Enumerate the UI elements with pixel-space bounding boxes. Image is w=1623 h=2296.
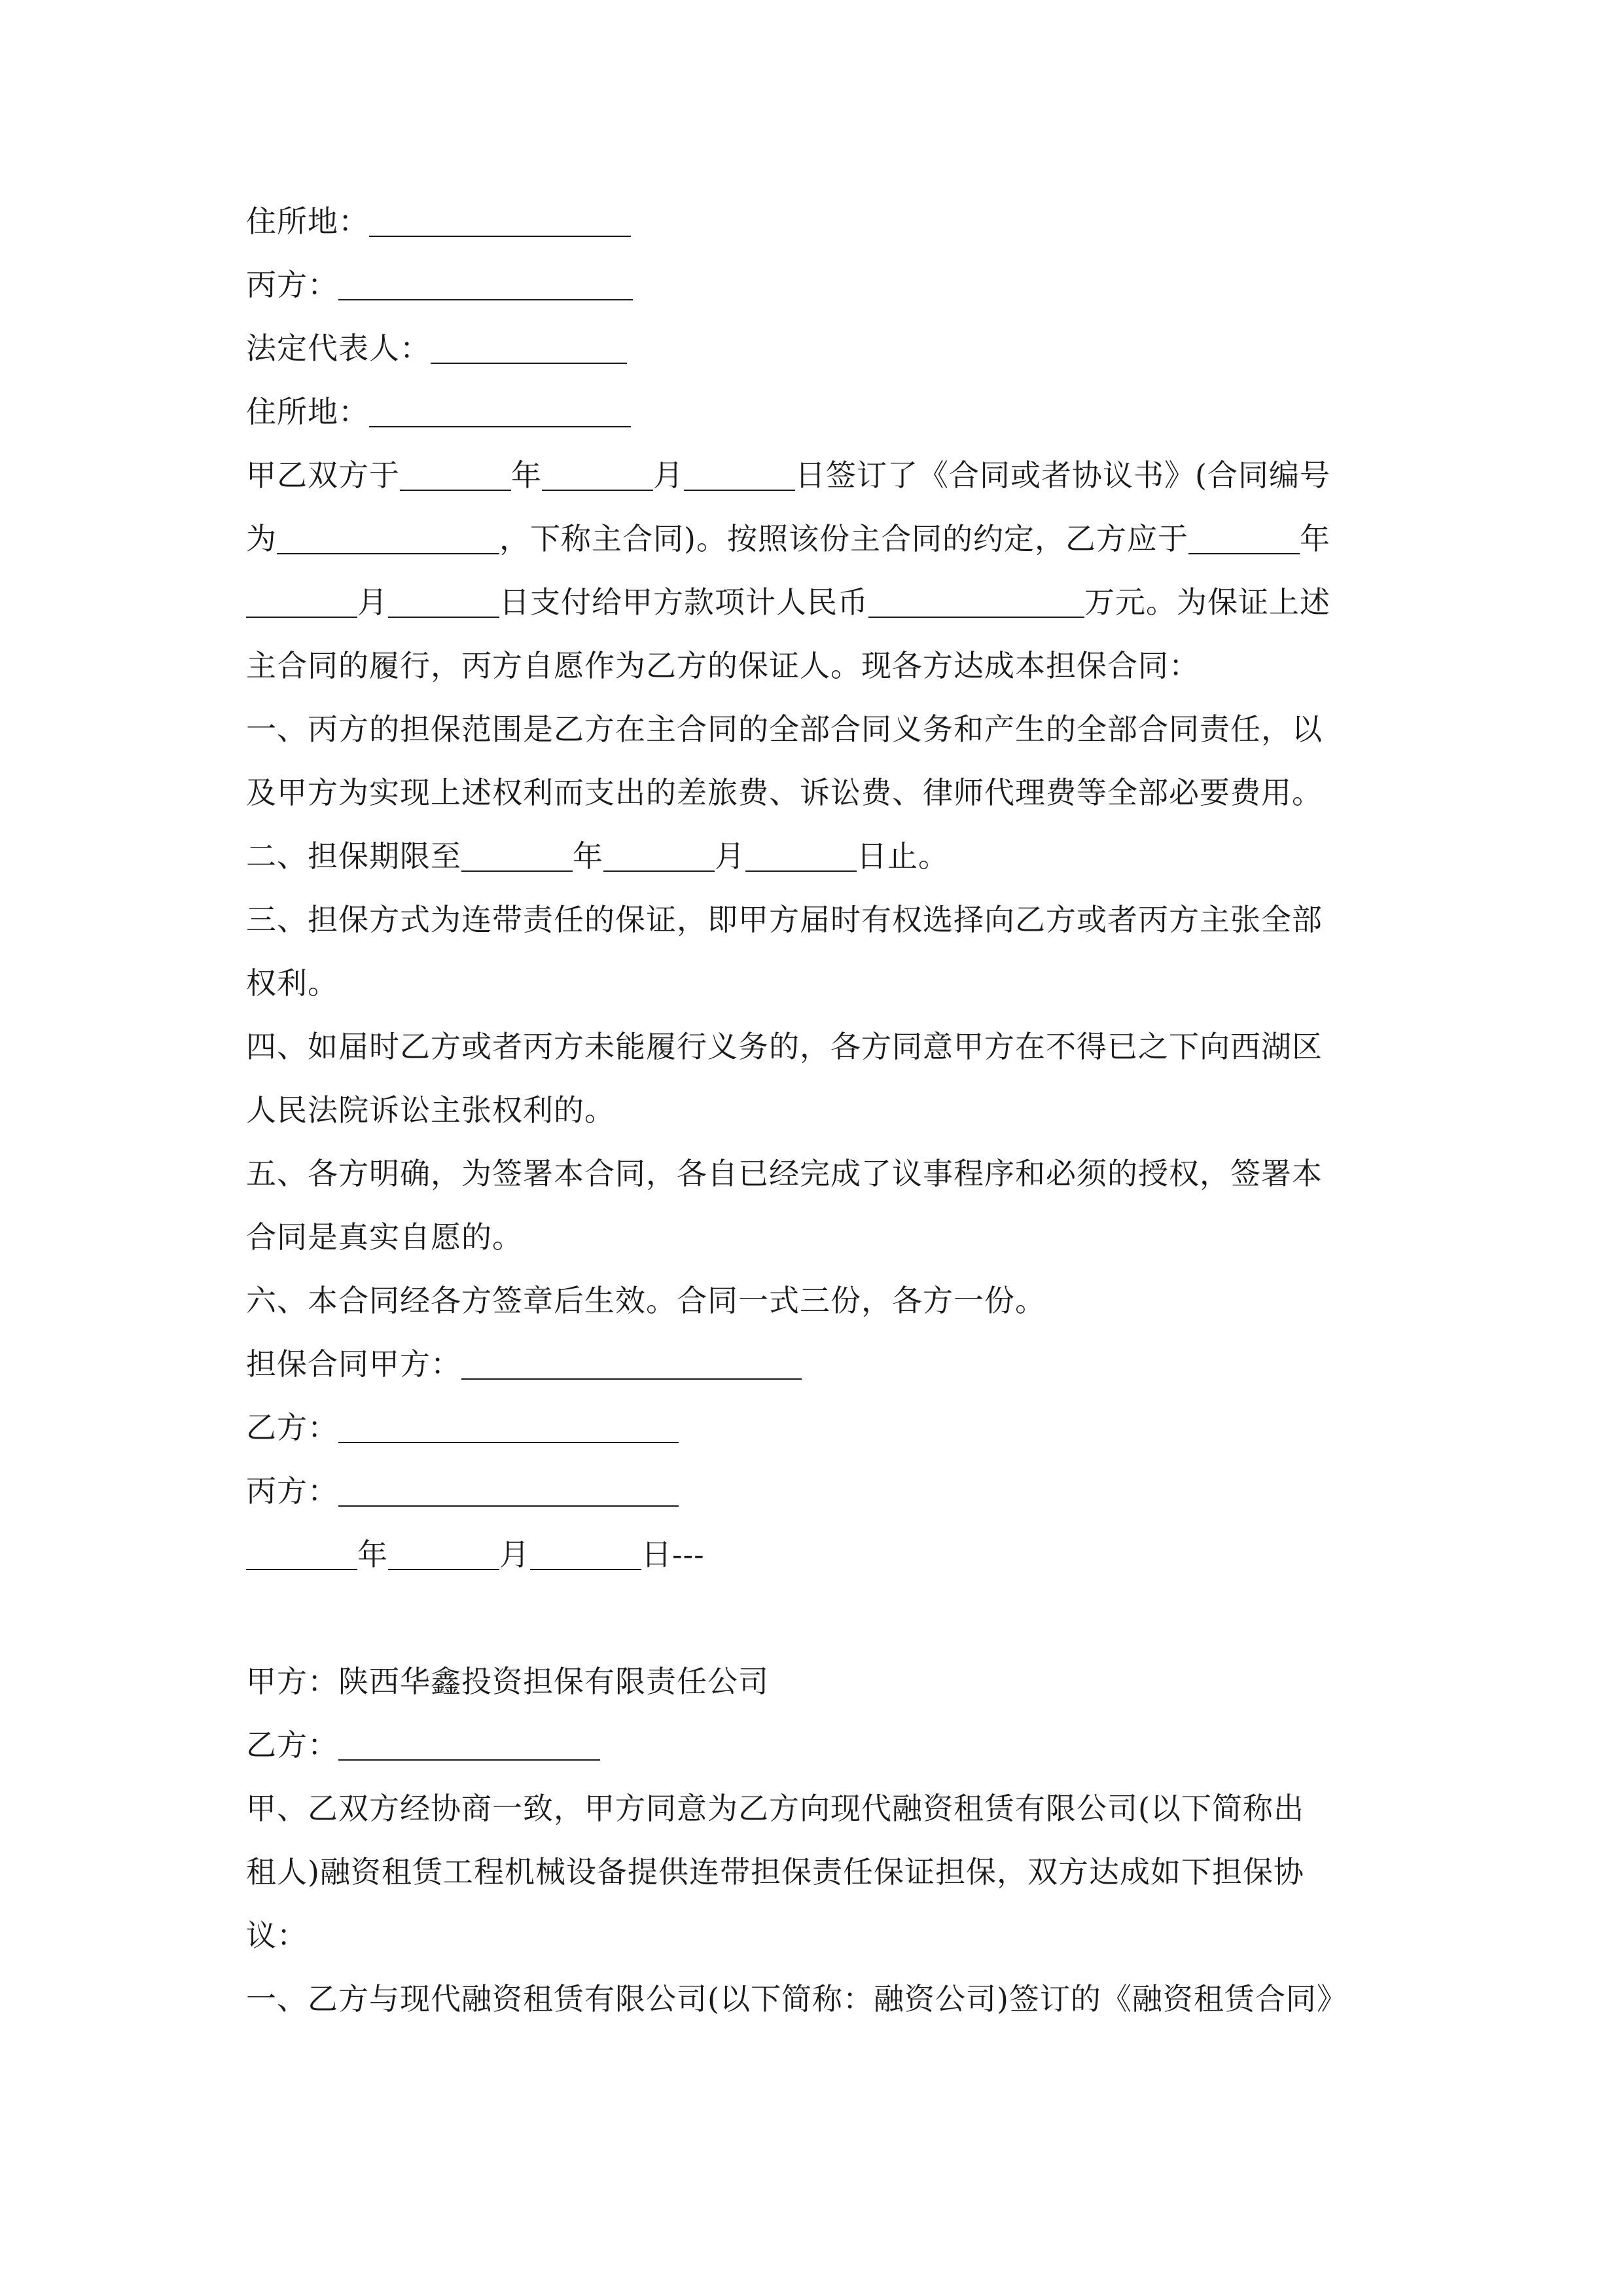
term-year-blank[interactable]	[461, 840, 573, 872]
date-year-blank[interactable]	[246, 1539, 357, 1570]
clause-5-cont: 合同是真实自愿的。	[246, 1219, 523, 1255]
payment-month-blank[interactable]	[246, 586, 357, 618]
residence-line-2: 住所地：	[246, 380, 1385, 444]
agreement-intro-end: 议：	[246, 1918, 308, 1953]
agreement-clause-1: 一、乙方与现代融资租赁有限公司(以下简称：融资公司)签订的《融资租赁合同》	[246, 1981, 1347, 2017]
party-c-signature-blank[interactable]	[338, 1475, 679, 1507]
signature-party-c: 丙方：	[246, 1460, 1385, 1523]
signature-party-b: 乙方：	[246, 1396, 1385, 1460]
party-b-line: 乙方：	[246, 1713, 1385, 1777]
clause-3: 三、担保方式为连带责任的保证，即甲方届时有权选择向乙方或者丙方主张全部	[246, 902, 1323, 937]
date-day-blank[interactable]	[530, 1539, 641, 1570]
residence-line: 住所地：	[246, 190, 1385, 253]
party-b-signature-blank[interactable]	[338, 1412, 679, 1443]
date-month-blank[interactable]	[388, 1539, 499, 1570]
term-day-blank[interactable]	[745, 840, 857, 872]
agreement-intro: 甲、乙双方经协商一致，甲方同意为乙方向现代融资租赁有限公司(以下简称出	[246, 1791, 1304, 1826]
clause-1: 一、丙方的担保范围是乙方在主合同的全部合同义务和产生的全部合同责任，以	[246, 711, 1323, 747]
signature-party-a: 担保合同甲方：	[246, 1333, 1385, 1396]
clause-3-cont: 权利。	[246, 965, 338, 1001]
residence-blank[interactable]	[369, 206, 631, 237]
party-b-blank[interactable]	[338, 1729, 600, 1761]
legal-rep-line: 法定代表人：	[246, 317, 1385, 380]
clause-1-cont: 及甲方为实现上述权利而支出的差旅费、诉讼费、律师代理费等全部必要费用。	[246, 775, 1323, 810]
section-gap	[246, 1587, 1385, 1650]
term-month-blank[interactable]	[603, 840, 715, 872]
document-page	[246, 190, 1385, 2031]
legal-rep-blank[interactable]	[431, 332, 627, 364]
residence-blank-2[interactable]	[369, 396, 631, 427]
clause-4: 四、如届时乙方或者丙方未能履行义务的，各方同意甲方在不得已之下向西湖区	[246, 1029, 1323, 1064]
signature-date: 年 月 日---	[246, 1523, 1385, 1587]
paragraph-line: 为 ，下称主合同)。按照该份主合同的约定，乙方应于 年	[246, 521, 1330, 556]
sign-month-blank[interactable]	[542, 459, 653, 491]
amount-blank[interactable]	[868, 586, 1084, 618]
clause-5: 五、各方明确，为签署本合同，各自已经完成了议事程序和必须的授权，签署本	[246, 1156, 1323, 1191]
sign-day-blank[interactable]	[684, 459, 795, 491]
clause-6: 六、本合同经各方签章后生效。合同一式三份，各方一份。	[246, 1283, 1046, 1318]
contract-number-blank[interactable]	[277, 523, 499, 554]
paragraph-line: 甲乙双方于 年 月 日签订了《合同或者协议书》(合同编号	[246, 457, 1330, 493]
party-a-company: 甲方：陕西华鑫投资担保有限责任公司	[246, 1664, 769, 1699]
clause-2: 二、担保期限至 年 月 日止。	[246, 838, 949, 874]
agreement-intro-cont: 租人)融资租赁工程机械设备提供连带担保责任保证担保，双方达成如下担保协	[246, 1854, 1304, 1890]
party-c-blank[interactable]	[338, 269, 633, 300]
paragraph-line: 主合同的履行，丙方自愿作为乙方的保证人。现各方达成本担保合同：	[246, 648, 1200, 683]
party-a-signature-blank[interactable]	[461, 1348, 802, 1380]
sign-year-blank[interactable]	[400, 459, 511, 491]
payment-year-blank[interactable]	[1188, 523, 1300, 554]
paragraph-line: 月 日支付给甲方款项计人民币 万元。为保证上述	[246, 571, 1385, 634]
party-c-line: 丙方：	[246, 253, 1385, 317]
clause-4-cont: 人民法院诉讼主张权利的。	[246, 1092, 615, 1128]
payment-day-blank[interactable]	[388, 586, 499, 618]
